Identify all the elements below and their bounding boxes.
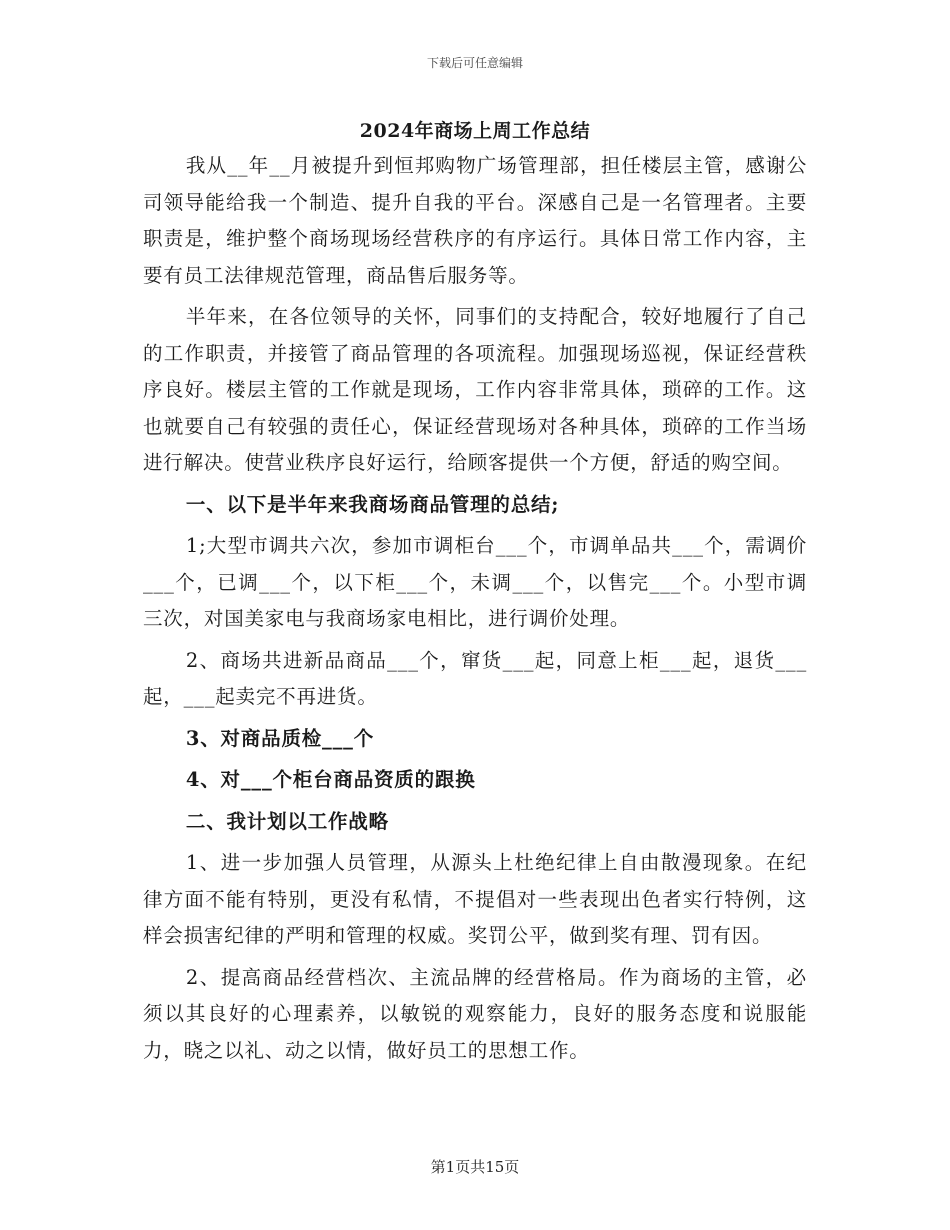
paragraph-intro: 我从__年__月被提升到恒邦购物广场管理部，担任楼层主管，感谢公司领导能给我一个制造、提升自我的平台。深感自己是一名管理者。主要职责是，维护整个商场现场经营秩序的有序运行。具体日常工作内容，主要有员工法律规范管理，商品售后服务等。: [143, 154, 807, 287]
paragraph-staff-management: 1、进一步加强人员管理，从源头上杜绝纪律上自由散漫现象。在纪律方面不能有特别，更没有私情，不提倡对一些表现出色者实行特例，这样会损害纪律的严明和管理的权威。奖罚公平，做到奖有理、罚有因。: [143, 851, 807, 947]
paragraph-brand-layout: 2、提高商品经营档次、主流品牌的经营格局。作为商场的主管，必须以其良好的心理素养，以敏锐的观察能力，良好的服务态度和说服能力，晓之以礼、动之以情，做好员工的思想工作。: [143, 965, 807, 1062]
item-quality-check: 3、对商品质检___个: [185, 726, 375, 750]
document-title: 2024年商场上周工作总结: [359, 120, 591, 142]
page-number-footer: 第1页共15页: [430, 1158, 520, 1176]
section-heading-summary: 一、以下是半年来我商场商品管理的总结;: [185, 492, 560, 516]
paragraph-half-year: 半年来，在各位领导的关怀，同事们的支持配合，较好地履行了自己的工作职责，并接管了商品管理的各项流程。加强现场巡视，保证经营秩序良好。楼层主管的工作就是现场，工作内容非常具体，琐碎的工作。这也就要自己有较强的责任心，保证经营现场对各种具体，琐碎的工作当场进行解决。使营业秩序良好运行，给顾客提供一个方便，舒适的购空间。: [143, 305, 807, 474]
section-heading-strategy: 二、我计划以工作战略: [185, 809, 389, 833]
item-counter-qualification: 4、对___个柜台商品资质的跟换: [185, 768, 476, 791]
document-body: [143, 148, 807, 1069]
paragraph-new-products: 2、商场共进新品商品___个，窜货___起，同意上柜___起，退货___起，___起卖完不再进货。: [143, 648, 807, 708]
header-note: 下载后可任意编辑: [426, 56, 523, 70]
paragraph-market-survey: 1;大型市调共六次，参加市调柜台___个，市调单品共___个，需调价___个，已调___个，以下柜___个，未调___个，以售完___个。小型市调三次，对国美家电与我商场家电相比，进行调价处理。: [143, 534, 807, 630]
